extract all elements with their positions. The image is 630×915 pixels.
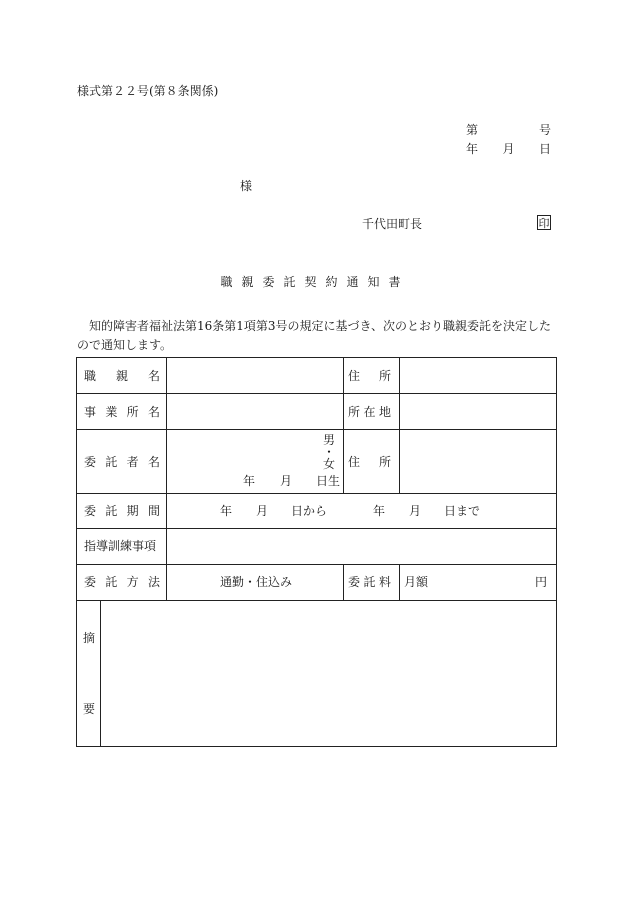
period-label: 委 託 期 間 — [84, 504, 160, 518]
guidance-label: 指導訓練事項 — [84, 539, 157, 553]
date-day: 日 — [538, 142, 551, 156]
trustee-name-label: 委 託 者 名 — [84, 455, 160, 469]
date-year: 年 — [466, 142, 479, 156]
method-value[interactable]: 通勤・住込み — [220, 575, 293, 589]
document-date-line — [466, 143, 551, 155]
addressee-suffix: 様 — [240, 179, 253, 193]
trustee-address-field[interactable] — [400, 430, 555, 492]
fee-monthly: 月額 — [404, 575, 429, 589]
form-id: 様式第２２号(第８条関係) — [77, 84, 219, 98]
business-name-label: 事 業 所 名 — [84, 405, 160, 419]
guidance-field[interactable] — [167, 529, 555, 563]
trustee-address-label: 住 所 — [348, 455, 391, 469]
birth-year: 年 — [243, 474, 256, 488]
number-suffix: 号 — [538, 123, 551, 137]
period-to-day: 日まで — [444, 504, 481, 518]
period-from-month: 月 — [256, 504, 269, 518]
document-number-line — [466, 124, 551, 136]
business-location-field[interactable] — [400, 394, 555, 428]
gender-male: 男 — [323, 433, 336, 447]
date-month: 月 — [502, 142, 515, 156]
fee-unit: 円 — [535, 575, 548, 589]
address-label: 住 所 — [348, 369, 391, 383]
period-to-year: 年 — [373, 504, 386, 518]
birth-month: 月 — [280, 474, 293, 488]
shokuoya-address-field[interactable] — [400, 359, 555, 392]
gender-dot: ・ — [323, 445, 336, 459]
body-paragraph: 知的障害者福祉法第16条第1項第3号の規定に基づき、次のとおり職親委託を決定したので通知します。 — [77, 319, 552, 352]
summary-field[interactable] — [101, 601, 555, 745]
period-from-year: 年 — [220, 504, 233, 518]
number-prefix: 第 — [466, 123, 479, 137]
method-label: 委 託 方 法 — [84, 575, 160, 589]
summary-label-top: 摘 — [83, 631, 96, 645]
document-title: 職親委託契約通知書 — [220, 275, 410, 289]
fee-label: 委 託 料 — [348, 575, 391, 589]
location-label: 所 在 地 — [348, 405, 391, 419]
period-from-day: 日から — [291, 504, 328, 518]
period-to-month: 月 — [409, 504, 422, 518]
shokuoya-name-label: 職 親 名 — [84, 369, 160, 383]
seal-mark: 印 — [538, 217, 550, 230]
shokuoya-name-field[interactable] — [167, 359, 342, 392]
birth-day: 日生 — [316, 474, 341, 488]
contract-table — [76, 357, 557, 747]
gender-female: 女 — [323, 457, 336, 471]
summary-label-bottom: 要 — [83, 702, 96, 716]
business-name-field[interactable] — [167, 394, 342, 428]
issuer-name: 千代田町長 — [362, 217, 423, 231]
